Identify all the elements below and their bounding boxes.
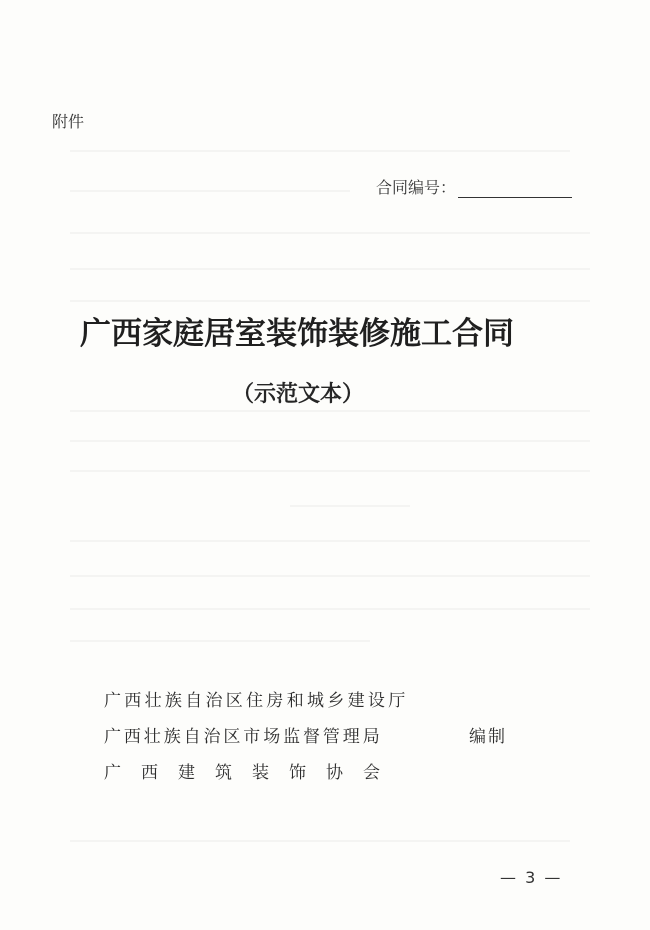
page-number: — 3 — xyxy=(500,868,563,887)
organization-name: 广西壮族自治区住房和城乡建设厅 xyxy=(104,690,409,711)
organization-name: 广西建筑装饰协会 xyxy=(104,762,400,783)
contract-number-blank xyxy=(458,179,572,198)
editor-label: 编制 xyxy=(469,726,507,747)
bleed-through-line xyxy=(70,608,590,610)
organization-line xyxy=(104,716,507,752)
bleed-through-line xyxy=(290,505,410,507)
organization-line xyxy=(104,752,507,788)
bleed-through-line xyxy=(70,640,370,642)
contract-number-label: 合同编号： xyxy=(376,178,457,197)
bleed-through-line xyxy=(70,840,570,842)
bleed-through-line xyxy=(70,300,590,302)
attachment-label: 附件 xyxy=(52,112,85,131)
bleed-through-line xyxy=(70,440,590,442)
bleed-through-line xyxy=(70,150,570,152)
bleed-through-line xyxy=(70,575,590,577)
bleed-through-line xyxy=(70,470,590,472)
document-title: 广西家庭居室装饰装修施工合同 xyxy=(80,316,514,352)
issuing-organizations xyxy=(104,680,507,788)
document-subtitle: （示范文本） xyxy=(232,381,365,407)
bleed-through-line xyxy=(70,232,590,234)
bleed-through-line xyxy=(70,268,590,270)
bleed-through-line xyxy=(70,190,350,192)
bleed-through-line xyxy=(70,410,590,412)
bleed-through-line xyxy=(70,540,590,542)
organization-name: 广西壮族自治区市场监督管理局 xyxy=(104,726,383,747)
contract-number-field xyxy=(376,175,572,198)
organization-line xyxy=(104,680,507,716)
